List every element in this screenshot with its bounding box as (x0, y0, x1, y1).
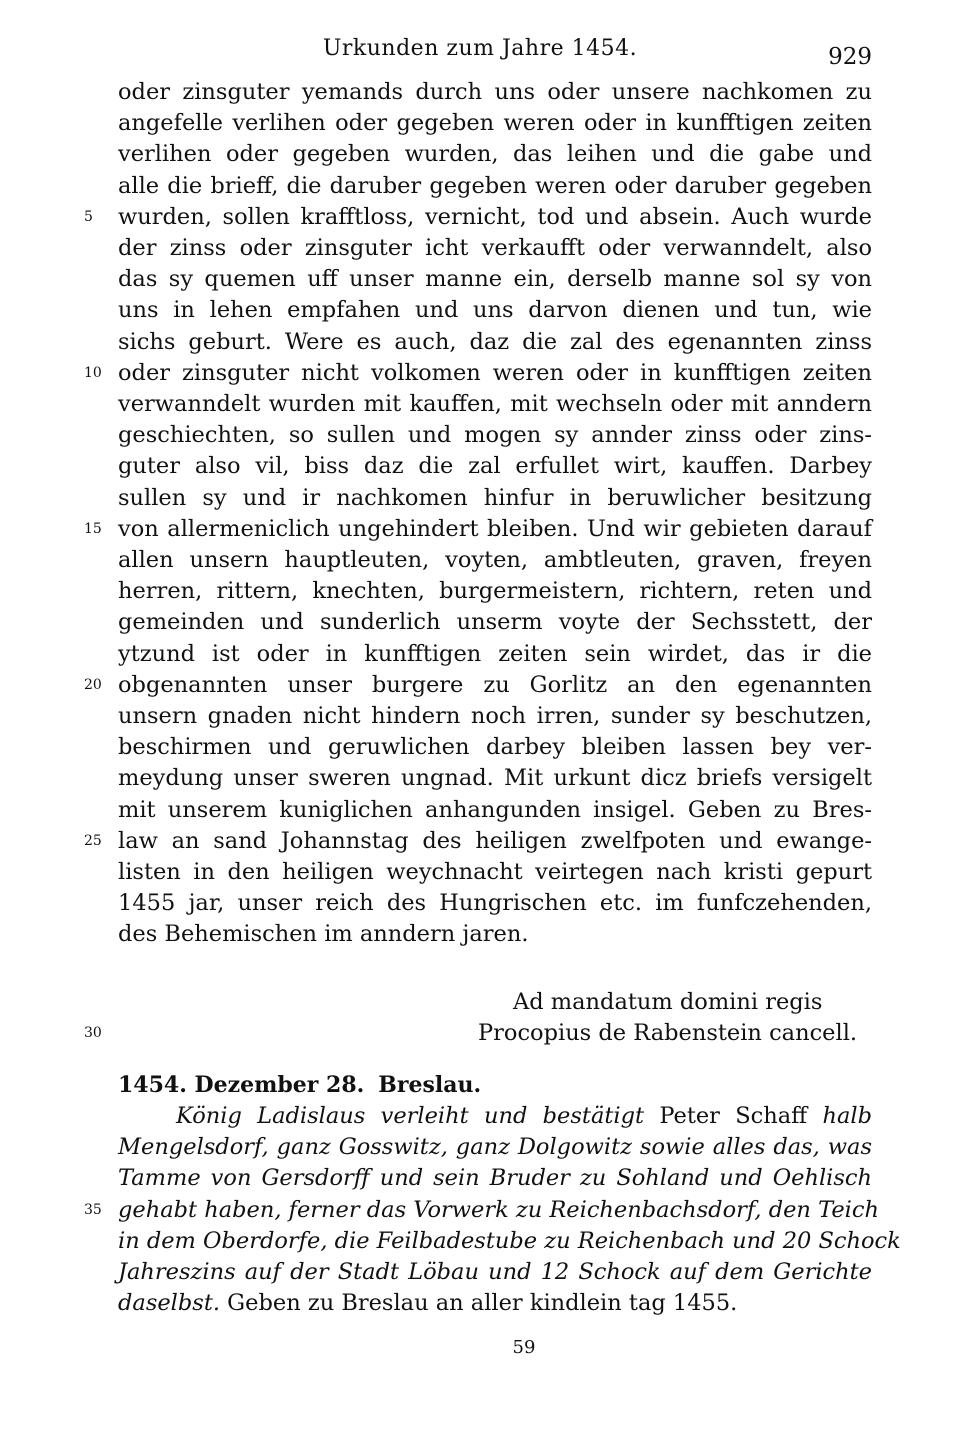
regest-line (118, 1163, 872, 1194)
body-line: obgenannten unser burgere zu Gorlitz an den egenannten (118, 671, 872, 698)
line-number: 20 (84, 676, 102, 693)
body-line: von allermeniclich ungehindert bleiben. Und wir gebieten darauf (118, 515, 872, 542)
regest-line (118, 1226, 901, 1257)
regest-line (118, 1288, 872, 1319)
body-line: wurden, sollen krafftloss, vernicht, tod und absein. Auch wurde (118, 203, 872, 230)
body-line: geschiechten, so sullen und mogen sy annder zinss oder zins- (118, 422, 872, 449)
entry-heading (118, 1070, 495, 1101)
body-line: verwanndelt wurden mit kauffen, mit wechseln oder mit anndern (118, 391, 872, 417)
regest-segment: Geben zu Breslau an aller kindlein tag 1455. (220, 1290, 738, 1317)
regest-segment: Mengelsdorf, ganz Gosswitz, ganz Dolgowitz sowie alles das, was (118, 1134, 872, 1161)
body-line: meydung unser sweren ungnad. Mit urkunt dicz briefs versigelt (118, 765, 872, 792)
signature-mark: 59 (512, 1337, 536, 1358)
body-line: 1455 jar, unser reich des Hungrischen etc. im funfczehenden, (118, 890, 872, 917)
line-number: 5 (84, 208, 93, 225)
body-line: der zinss oder zinsguter icht verkaufft oder verwanndelt, also (118, 235, 872, 261)
body-line: angefelle verlihen oder gegeben weren oder in kunfftigen zeiten (118, 110, 872, 137)
body-line: verlihen oder gegeben wurden, das leihen und die gabe und (118, 141, 872, 168)
running-title: Urkunden zum Jahre 1454. (322, 36, 638, 61)
signature-line-2: Procopius de Rabenstein cancell. (478, 1020, 858, 1046)
regest-segment: daselbst. (118, 1290, 221, 1317)
regest-segment: in dem Oberdorfe, die Feilbadestube zu Reichenbach und 20 Schock (118, 1227, 901, 1254)
line-number: 30 (84, 1025, 102, 1041)
body-line: sullen sy und ir nachkomen hinfur in beruwlicher besitzung (118, 484, 872, 511)
body-line: law an sand Johannstag des heiligen zwelfpoten und ewange- (118, 827, 872, 854)
regest-segment: Jahreszins auf der Stadt Löbau und 12 Schock auf dem Gerichte (118, 1259, 872, 1285)
body-line: guter also vil, biss daz die zal erfullet wirt, kauffen. Darbey (118, 453, 872, 480)
entry-place: Breslau. (378, 1072, 482, 1098)
regest-segment: Peter Schaff (644, 1103, 823, 1129)
body-line: herren, rittern, knechten, burgermeistern, richtern, reten und (118, 578, 872, 605)
line-number: 10 (84, 364, 102, 381)
body-line: ytzund ist oder in kunfftigen zeiten sein wirdet, das ir die (118, 640, 872, 667)
body-line: oder zinsguter nicht volkomen weren oder in kunfftigen zeiten (118, 359, 872, 386)
line-number: 35 (84, 1201, 102, 1218)
line-number: 25 (84, 832, 102, 849)
body-line: beschirmen und geruwlichen darbey bleiben lassen bey ver- (118, 734, 872, 761)
signature-line-1: Ad mandatum domini regis (513, 989, 823, 1015)
body-line: des Behemischen im anndern jaren. (118, 921, 529, 948)
regest-segment: halb (822, 1103, 872, 1129)
entry-date: 1454. Dezember 28. (118, 1072, 365, 1098)
body-line: allen unsern hauptleuten, voyten, ambtleuten, graven, freyen (118, 547, 872, 573)
page-number: 929 (828, 44, 872, 70)
body-line: mit unserem kuniglichen anhangunden insigel. Geben zu Bres- (118, 796, 872, 823)
body-line: listen in den heiligen weychnacht veirtegen nach kristi gepurt (118, 859, 872, 885)
body-line: sichs geburt. Were es auch, daz die zal des egenannten zinss (118, 328, 872, 355)
regest-line (118, 1195, 879, 1226)
regest-line (118, 1257, 872, 1288)
line-number: 15 (84, 520, 102, 537)
regest-segment: König Ladislaus verleiht und bestätigt (176, 1103, 645, 1129)
body-line: unsern gnaden nicht hindern noch irren, sunder sy beschutzen, (118, 703, 872, 729)
body-line: das sy quemen uff unser manne ein, derselb manne sol sy von (118, 266, 872, 293)
body-line: uns in lehen empfahen und uns darvon dienen und tun, wie (118, 297, 872, 324)
body-line: gemeinden und sunderlich unserm voyte der Sechsstett, der (118, 609, 872, 636)
regest-segment: gehabt haben, ferner das Vorwerk zu Reichenbachsdorf, den Teich (118, 1196, 879, 1223)
body-line: alle die brieff, die daruber gegeben weren oder daruber gegeben (118, 172, 872, 199)
regest-line (118, 1132, 872, 1163)
body-line: oder zinsguter yemands durch uns oder unsere nachkomen zu (118, 79, 872, 105)
regest-segment: Tamme von Gersdorff und sein Bruder zu Sohland und Oehlisch (118, 1165, 872, 1192)
regest-line (176, 1101, 872, 1132)
